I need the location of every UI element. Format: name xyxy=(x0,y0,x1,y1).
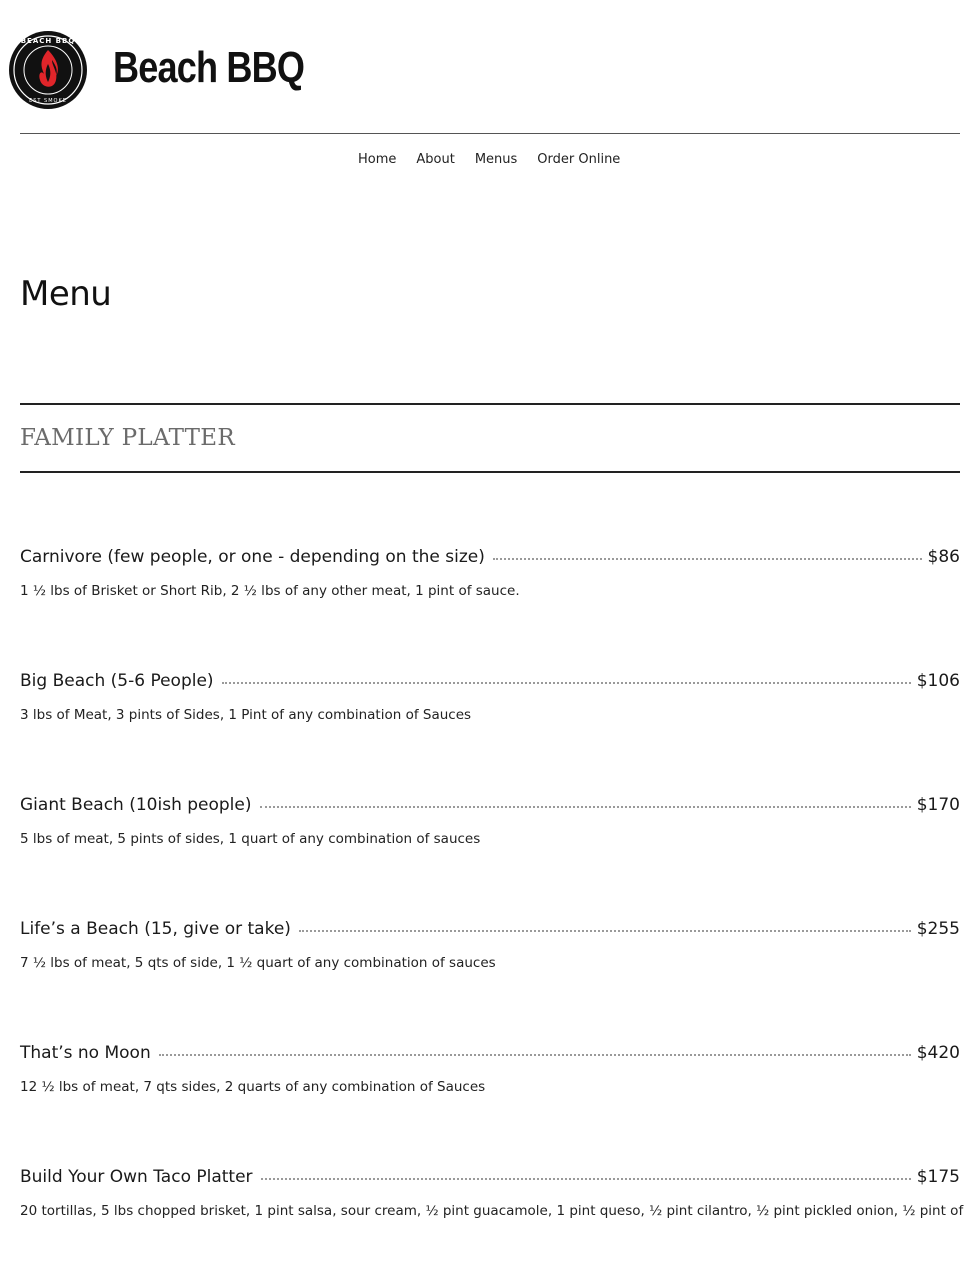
section-title: FAMILY PLATTER xyxy=(20,425,236,451)
page-title: Menu xyxy=(20,274,112,314)
svg-text:BEACH BBQ: BEACH BBQ xyxy=(20,37,76,45)
site-title[interactable]: Beach BBQ xyxy=(113,43,305,92)
menu-item xyxy=(20,540,960,664)
menu-item-price: $175 xyxy=(916,1167,960,1187)
dotted-leader xyxy=(261,1177,911,1180)
dotted-leader xyxy=(260,805,911,808)
section-divider-top xyxy=(20,403,960,405)
dotted-leader xyxy=(159,1053,911,1056)
menu-item-name: Carnivore (few people, or one - depending on the size) xyxy=(20,547,485,567)
header-divider xyxy=(20,133,960,134)
dotted-leader xyxy=(299,929,911,932)
menu-list xyxy=(20,540,964,1284)
menu-item-price: $255 xyxy=(916,919,960,939)
svg-text:EST SMOKE: EST SMOKE xyxy=(29,98,67,104)
menu-item xyxy=(20,664,960,788)
menu-item xyxy=(20,912,960,1036)
beach-bbq-logo[interactable] xyxy=(8,30,88,110)
nav-order-online[interactable]: Order Online xyxy=(537,152,621,167)
menu-item-price: $86 xyxy=(927,547,960,567)
dotted-leader xyxy=(493,557,922,560)
menu-item-description: 3 lbs of Meat, 3 pints of Sides, 1 Pint of any combination of Sauces xyxy=(20,707,472,723)
menu-item xyxy=(20,788,960,912)
menu-item-description: 7 ½ lbs of meat, 5 qts of side, 1 ½ quart of any combination of sauces xyxy=(20,955,496,971)
section-divider-bottom xyxy=(20,471,960,473)
main-nav xyxy=(348,150,630,170)
menu-item-description: 5 lbs of meat, 5 pints of sides, 1 quart of any combination of sauces xyxy=(20,831,481,847)
menu-item-name: Build Your Own Taco Platter xyxy=(20,1167,253,1187)
menu-item-name: Giant Beach (10ish people) xyxy=(20,795,252,815)
menu-item-name: Big Beach (5-6 People) xyxy=(20,671,214,691)
menu-item-price: $170 xyxy=(916,795,960,815)
dotted-leader xyxy=(222,681,911,684)
nav-menus[interactable]: Menus xyxy=(474,152,518,167)
menu-item-name: That’s no Moon xyxy=(20,1043,151,1063)
nav-about[interactable]: About xyxy=(416,152,455,167)
menu-item xyxy=(20,1036,960,1160)
menu-item-description: 12 ½ lbs of meat, 7 qts sides, 2 quarts of any combination of Sauces xyxy=(20,1079,486,1095)
menu-item-price: $106 xyxy=(916,671,960,691)
menu-item-description: 1 ½ lbs of Brisket or Short Rib, 2 ½ lbs of any other meat, 1 pint of sauce. xyxy=(20,583,520,599)
menu-item-price: $420 xyxy=(916,1043,960,1063)
menu-item xyxy=(20,1160,964,1284)
menu-item-description: 20 tortillas, 5 lbs chopped brisket, 1 pint salsa, sour cream, ½ pint guacamole, 1 pint queso, ½ pint cilantro, ½ pint pickled onion, ½ pint of xyxy=(20,1203,964,1219)
menu-item-name: Life’s a Beach (15, give or take) xyxy=(20,919,291,939)
nav-home[interactable]: Home xyxy=(358,152,397,167)
